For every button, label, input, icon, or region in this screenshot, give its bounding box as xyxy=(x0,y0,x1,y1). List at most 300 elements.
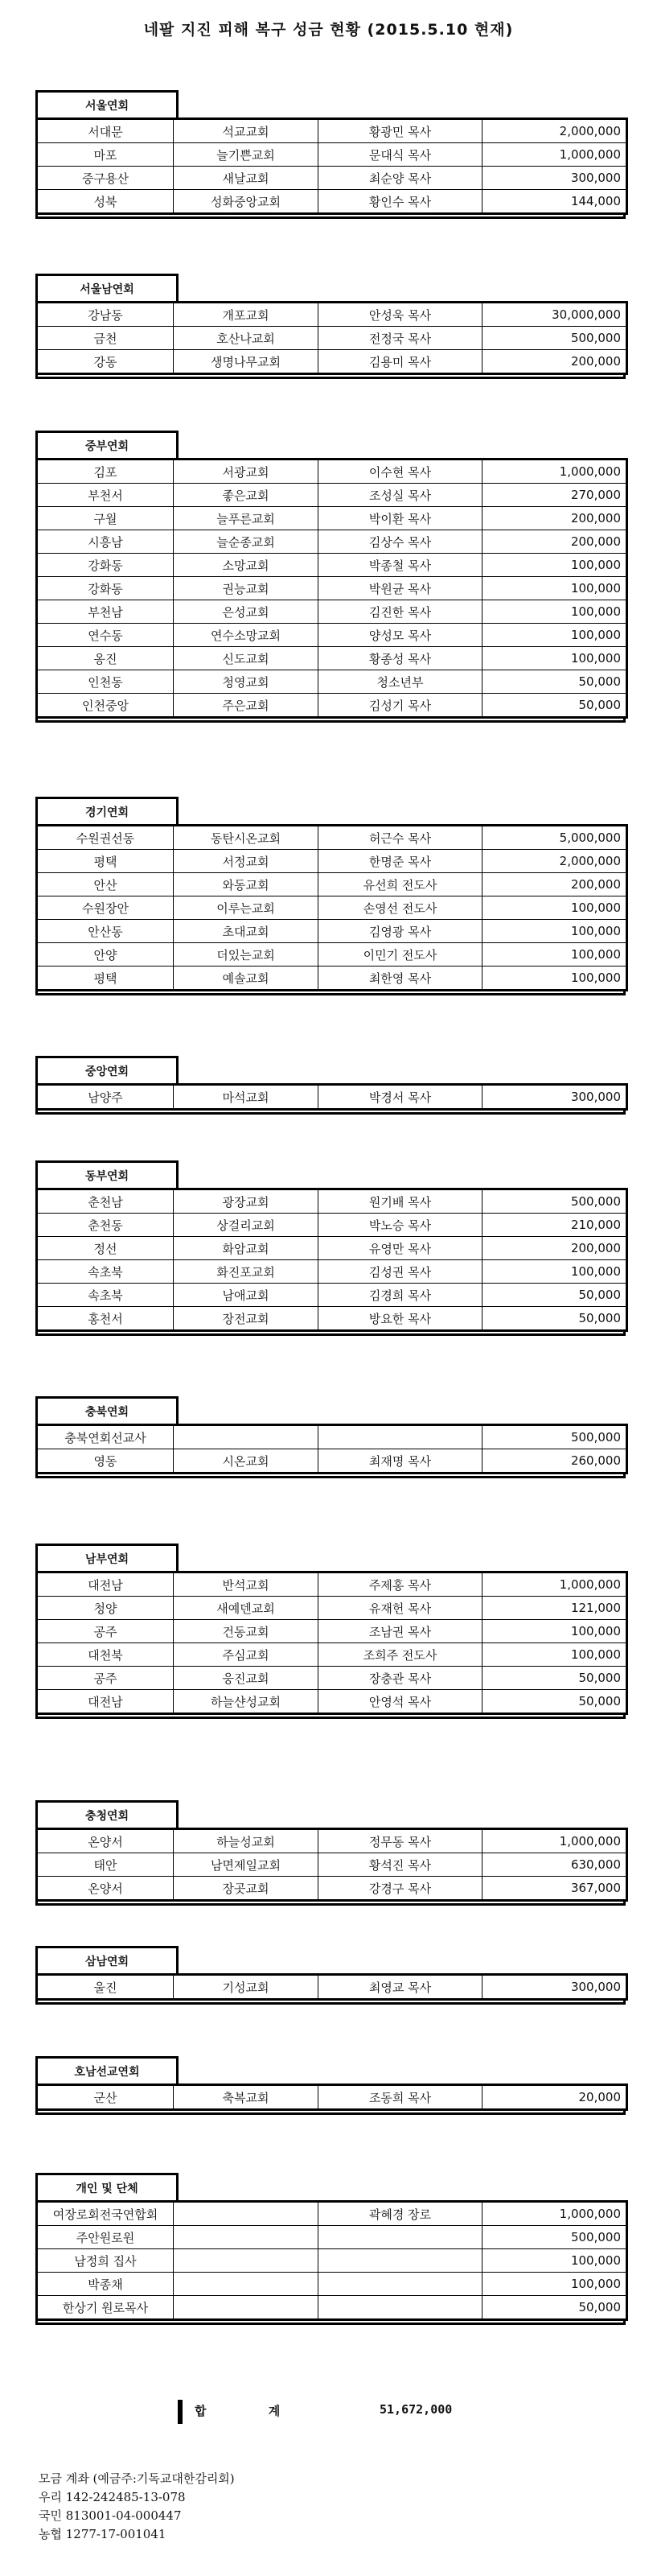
pastor-cell: 김성기 목사 xyxy=(318,694,482,718)
amount-cell: 200,000 xyxy=(482,350,627,374)
table-row xyxy=(37,670,627,694)
church-cell: 소망교회 xyxy=(174,554,318,577)
donation-table xyxy=(35,1973,628,2001)
church-cell xyxy=(174,2273,318,2296)
amount-cell: 200,000 xyxy=(482,1237,627,1260)
church-cell: 이루는교회 xyxy=(174,896,318,920)
table-row xyxy=(37,2226,627,2249)
amount-cell: 500,000 xyxy=(482,2226,627,2249)
pastor-cell: 황석진 목사 xyxy=(318,1853,482,1877)
church-cell: 좋은교회 xyxy=(174,484,318,507)
table-row xyxy=(37,350,627,374)
table-row xyxy=(37,507,627,530)
amount-cell: 100,000 xyxy=(482,624,627,647)
church-cell xyxy=(174,1425,318,1449)
table-row xyxy=(37,1260,627,1284)
amount-cell: 100,000 xyxy=(482,554,627,577)
account-line: 우리 142-242485-13-078 xyxy=(39,2490,186,2504)
district-cell: 남양주 xyxy=(37,1085,174,1110)
section-label: 서울연회 xyxy=(35,90,179,117)
pastor-cell: 곽혜경 장로 xyxy=(318,2202,482,2226)
amount-cell: 50,000 xyxy=(482,1284,627,1307)
section xyxy=(35,274,626,379)
church-cell: 하늘샨성교회 xyxy=(174,1690,318,1714)
section-label: 서울남연회 xyxy=(35,274,179,301)
table-row xyxy=(37,1425,627,1449)
table-row xyxy=(37,1085,627,1110)
table-row xyxy=(37,694,627,718)
table-row xyxy=(37,1307,627,1331)
donation-table xyxy=(35,824,628,991)
district-cell: 강화동 xyxy=(37,554,174,577)
church-cell: 반석교회 xyxy=(174,1572,318,1597)
church-cell xyxy=(174,2296,318,2320)
district-cell: 충북연회선교사 xyxy=(37,1425,174,1449)
church-cell: 화진포교회 xyxy=(174,1260,318,1284)
table-row xyxy=(37,2249,627,2273)
pastor-cell: 이수현 목사 xyxy=(318,460,482,484)
table-row xyxy=(37,624,627,647)
amount-cell: 50,000 xyxy=(482,694,627,718)
amount-cell: 210,000 xyxy=(482,1214,627,1237)
section-label: 호남선교연회 xyxy=(35,2056,179,2083)
district-cell: 안산동 xyxy=(37,920,174,943)
district-cell: 부천서 xyxy=(37,484,174,507)
district-cell: 강남동 xyxy=(37,303,174,327)
district-cell: 춘천남 xyxy=(37,1189,174,1214)
church-cell: 새날교회 xyxy=(174,167,318,190)
donation-table xyxy=(35,1188,628,1332)
account-line: 농협 1277-17-001041 xyxy=(39,2527,166,2541)
pastor-cell xyxy=(318,2226,482,2249)
amount-cell: 367,000 xyxy=(482,1877,627,1901)
amount-cell: 50,000 xyxy=(482,670,627,694)
table-row xyxy=(37,850,627,873)
pastor-cell xyxy=(318,2273,482,2296)
pastor-cell: 조남권 목사 xyxy=(318,1620,482,1643)
section-label: 충북연회 xyxy=(35,1396,179,1424)
table-row xyxy=(37,303,627,327)
church-cell: 서광교회 xyxy=(174,460,318,484)
district-cell: 서대문 xyxy=(37,119,174,143)
section-label: 동부연회 xyxy=(35,1160,179,1188)
church-cell: 늘푸른교회 xyxy=(174,507,318,530)
account-heading: 모금 계좌 (예금주:기독교대한감리회) xyxy=(39,2471,235,2486)
amount-cell: 200,000 xyxy=(482,507,627,530)
account-line: 국민 813001-04-000447 xyxy=(39,2508,182,2523)
district-cell: 대천북 xyxy=(37,1643,174,1667)
section xyxy=(35,2173,626,2325)
pastor-cell: 안영석 목사 xyxy=(318,1690,482,1714)
amount-cell: 100,000 xyxy=(482,1620,627,1643)
table-row xyxy=(37,1284,627,1307)
church-cell: 남애교회 xyxy=(174,1284,318,1307)
amount-cell: 630,000 xyxy=(482,1853,627,1877)
church-cell: 새예덴교회 xyxy=(174,1597,318,1620)
church-cell: 장전교회 xyxy=(174,1307,318,1331)
pastor-cell: 정무동 목사 xyxy=(318,1829,482,1853)
pastor-cell: 유재헌 목사 xyxy=(318,1597,482,1620)
section-bottom-border xyxy=(35,1332,626,1336)
donation-table xyxy=(35,1424,628,1474)
district-cell: 김포 xyxy=(37,460,174,484)
district-cell: 여장로회전국연합회 xyxy=(37,2202,174,2226)
table-row xyxy=(37,327,627,350)
amount-cell: 100,000 xyxy=(482,967,627,991)
church-cell: 동탄시온교회 xyxy=(174,826,318,850)
table-row xyxy=(37,1853,627,1877)
table-row xyxy=(37,2273,627,2296)
district-cell: 청양 xyxy=(37,1597,174,1620)
section-bottom-border xyxy=(35,1902,626,1906)
table-row xyxy=(37,1975,627,2000)
amount-cell: 100,000 xyxy=(482,1643,627,1667)
section xyxy=(35,431,626,723)
church-cell xyxy=(174,2249,318,2273)
amount-cell: 300,000 xyxy=(482,167,627,190)
section-bottom-border xyxy=(35,1111,626,1115)
district-cell: 온양서 xyxy=(37,1829,174,1853)
district-cell: 부천남 xyxy=(37,600,174,624)
district-cell: 군산 xyxy=(37,2085,174,2110)
district-cell: 안산 xyxy=(37,873,174,896)
donation-table xyxy=(35,2200,628,2321)
amount-cell: 1,000,000 xyxy=(482,143,627,167)
table-row xyxy=(37,1597,627,1620)
amount-cell: 144,000 xyxy=(482,190,627,214)
section-bottom-border xyxy=(35,991,626,995)
district-cell: 강화동 xyxy=(37,577,174,600)
section xyxy=(35,90,626,219)
church-cell: 주심교회 xyxy=(174,1643,318,1667)
pastor-cell: 최한영 목사 xyxy=(318,967,482,991)
church-cell: 시온교회 xyxy=(174,1449,318,1473)
church-cell: 주은교회 xyxy=(174,694,318,718)
district-cell: 마포 xyxy=(37,143,174,167)
amount-cell: 500,000 xyxy=(482,1425,627,1449)
district-cell: 성북 xyxy=(37,190,174,214)
amount-cell: 200,000 xyxy=(482,873,627,896)
amount-cell: 1,000,000 xyxy=(482,1829,627,1853)
district-cell: 금천 xyxy=(37,327,174,350)
amount-cell: 100,000 xyxy=(482,577,627,600)
pastor-cell: 황광민 목사 xyxy=(318,119,482,143)
church-cell: 호산나교회 xyxy=(174,327,318,350)
church-cell: 마석교회 xyxy=(174,1085,318,1110)
amount-cell: 100,000 xyxy=(482,896,627,920)
amount-cell: 100,000 xyxy=(482,2273,627,2296)
section xyxy=(35,1056,626,1115)
church-cell: 와동교회 xyxy=(174,873,318,896)
section xyxy=(35,1396,626,1478)
district-cell: 남정희 집사 xyxy=(37,2249,174,2273)
church-cell xyxy=(174,2226,318,2249)
table-row xyxy=(37,920,627,943)
pastor-cell: 이민기 전도사 xyxy=(318,943,482,967)
section xyxy=(35,1946,626,2005)
church-cell: 웅진교회 xyxy=(174,1667,318,1690)
district-cell: 울진 xyxy=(37,1975,174,2000)
table-row xyxy=(37,1189,627,1214)
pastor-cell: 조희주 전도사 xyxy=(318,1643,482,1667)
church-cell xyxy=(174,2202,318,2226)
pastor-cell: 김성권 목사 xyxy=(318,1260,482,1284)
table-row xyxy=(37,143,627,167)
table-row xyxy=(37,190,627,214)
church-cell: 축복교회 xyxy=(174,2085,318,2110)
section-label: 삼남연회 xyxy=(35,1946,179,1973)
pastor-cell: 김진한 목사 xyxy=(318,600,482,624)
section-bottom-border xyxy=(35,2001,626,2005)
church-cell: 화암교회 xyxy=(174,1237,318,1260)
amount-cell: 50,000 xyxy=(482,1690,627,1714)
table-row xyxy=(37,600,627,624)
pastor-cell: 조성실 목사 xyxy=(318,484,482,507)
section xyxy=(35,1800,626,1906)
section-label: 중부연회 xyxy=(35,431,179,458)
church-cell: 하늘성교회 xyxy=(174,1829,318,1853)
section-bottom-border xyxy=(35,375,626,379)
table-row xyxy=(37,167,627,190)
pastor-cell: 최영교 목사 xyxy=(318,1975,482,2000)
district-cell: 대전남 xyxy=(37,1690,174,1714)
donation-table xyxy=(35,1083,628,1111)
amount-cell: 200,000 xyxy=(482,530,627,554)
amount-cell: 2,000,000 xyxy=(482,850,627,873)
amount-cell: 20,000 xyxy=(482,2085,627,2110)
district-cell: 평택 xyxy=(37,967,174,991)
amount-cell: 500,000 xyxy=(482,327,627,350)
district-cell: 구월 xyxy=(37,507,174,530)
section-bottom-border xyxy=(35,719,626,723)
amount-cell: 100,000 xyxy=(482,943,627,967)
amount-cell: 500,000 xyxy=(482,1189,627,1214)
table-row xyxy=(37,967,627,991)
pastor-cell: 허근수 목사 xyxy=(318,826,482,850)
district-cell: 박종채 xyxy=(37,2273,174,2296)
pastor-cell: 강경구 목사 xyxy=(318,1877,482,1901)
district-cell: 안양 xyxy=(37,943,174,967)
district-cell: 영동 xyxy=(37,1449,174,1473)
church-cell: 은성교회 xyxy=(174,600,318,624)
table-row xyxy=(37,943,627,967)
total-amount: 51,672,000 xyxy=(380,2402,453,2417)
pastor-cell: 전정국 목사 xyxy=(318,327,482,350)
amount-cell: 30,000,000 xyxy=(482,303,627,327)
pastor-cell: 황인수 목사 xyxy=(318,190,482,214)
district-cell: 태안 xyxy=(37,1853,174,1877)
amount-cell: 100,000 xyxy=(482,2249,627,2273)
district-cell: 수원장안 xyxy=(37,896,174,920)
pastor-cell: 유선희 전도사 xyxy=(318,873,482,896)
district-cell: 인천중앙 xyxy=(37,694,174,718)
church-cell: 서정교회 xyxy=(174,850,318,873)
pastor-cell: 김경희 목사 xyxy=(318,1284,482,1307)
table-row xyxy=(37,2085,627,2110)
section-bottom-border xyxy=(35,2111,626,2115)
district-cell: 속초북 xyxy=(37,1260,174,1284)
pastor-cell: 문대식 목사 xyxy=(318,143,482,167)
amount-cell: 1,000,000 xyxy=(482,1572,627,1597)
donation-table xyxy=(35,2083,628,2111)
district-cell: 평택 xyxy=(37,850,174,873)
pastor-cell xyxy=(318,2249,482,2273)
church-cell: 생명나무교회 xyxy=(174,350,318,374)
section-bottom-border xyxy=(35,2321,626,2325)
table-row xyxy=(37,2202,627,2226)
donation-table xyxy=(35,1571,628,1715)
church-cell: 늘기쁜교회 xyxy=(174,143,318,167)
church-cell: 신도교회 xyxy=(174,647,318,670)
church-cell: 늘순종교회 xyxy=(174,530,318,554)
amount-cell: 260,000 xyxy=(482,1449,627,1473)
table-row xyxy=(37,2296,627,2320)
section-bottom-border xyxy=(35,1474,626,1478)
church-cell: 더있는교회 xyxy=(174,943,318,967)
amount-cell: 300,000 xyxy=(482,1085,627,1110)
district-cell: 춘천동 xyxy=(37,1214,174,1237)
church-cell: 예솔교회 xyxy=(174,967,318,991)
pastor-cell: 원기배 목사 xyxy=(318,1189,482,1214)
pastor-cell: 김상수 목사 xyxy=(318,530,482,554)
church-cell: 기성교회 xyxy=(174,1975,318,2000)
district-cell: 중구용산 xyxy=(37,167,174,190)
donation-table xyxy=(35,458,628,719)
district-cell: 공주 xyxy=(37,1620,174,1643)
pastor-cell: 손영선 전도사 xyxy=(318,896,482,920)
section-label: 중앙연회 xyxy=(35,1056,179,1083)
pastor-cell: 최재명 목사 xyxy=(318,1449,482,1473)
section-bottom-border xyxy=(35,1715,626,1719)
church-cell: 남면제일교회 xyxy=(174,1853,318,1877)
church-cell: 연수소망교회 xyxy=(174,624,318,647)
table-row xyxy=(37,896,627,920)
church-cell: 성화중앙교회 xyxy=(174,190,318,214)
pastor-cell: 양성모 목사 xyxy=(318,624,482,647)
pastor-cell: 방요한 목사 xyxy=(318,1307,482,1331)
pastor-cell: 박원균 목사 xyxy=(318,577,482,600)
district-cell: 연수동 xyxy=(37,624,174,647)
donation-table xyxy=(35,301,628,375)
pastor-cell: 최순양 목사 xyxy=(318,167,482,190)
donation-table xyxy=(35,1828,628,1902)
district-cell: 속초북 xyxy=(37,1284,174,1307)
table-row xyxy=(37,1643,627,1667)
amount-cell: 1,000,000 xyxy=(482,460,627,484)
section-bottom-border xyxy=(35,215,626,219)
table-row xyxy=(37,119,627,143)
table-row xyxy=(37,1620,627,1643)
table-row xyxy=(37,1572,627,1597)
table-row xyxy=(37,554,627,577)
church-cell: 개포교회 xyxy=(174,303,318,327)
district-cell: 주안원로원 xyxy=(37,2226,174,2249)
table-row xyxy=(37,1449,627,1473)
section xyxy=(35,797,626,995)
table-row xyxy=(37,1829,627,1853)
district-cell: 정선 xyxy=(37,1237,174,1260)
church-cell: 석교교회 xyxy=(174,119,318,143)
amount-cell: 5,000,000 xyxy=(482,826,627,850)
pastor-cell: 유영만 목사 xyxy=(318,1237,482,1260)
pastor-cell: 안성욱 목사 xyxy=(318,303,482,327)
amount-cell: 100,000 xyxy=(482,647,627,670)
district-cell: 인천동 xyxy=(37,670,174,694)
pastor-cell: 청소년부 xyxy=(318,670,482,694)
amount-cell: 100,000 xyxy=(482,920,627,943)
amount-cell: 270,000 xyxy=(482,484,627,507)
section xyxy=(35,2056,626,2115)
amount-cell: 1,000,000 xyxy=(482,2202,627,2226)
pastor-cell: 김영광 목사 xyxy=(318,920,482,943)
amount-cell: 2,000,000 xyxy=(482,119,627,143)
district-cell: 대전남 xyxy=(37,1572,174,1597)
pastor-cell: 박경서 목사 xyxy=(318,1085,482,1110)
amount-cell: 50,000 xyxy=(482,1667,627,1690)
pastor-cell: 주제홍 목사 xyxy=(318,1572,482,1597)
pastor-cell: 황종성 목사 xyxy=(318,647,482,670)
table-row xyxy=(37,873,627,896)
table-row xyxy=(37,1667,627,1690)
amount-cell: 50,000 xyxy=(482,2296,627,2320)
pastor-cell: 박종철 목사 xyxy=(318,554,482,577)
section xyxy=(35,1544,626,1719)
church-cell: 건동교회 xyxy=(174,1620,318,1643)
district-cell: 온양서 xyxy=(37,1877,174,1901)
amount-cell: 121,000 xyxy=(482,1597,627,1620)
total-marker xyxy=(178,2400,183,2424)
pastor-cell: 김용미 목사 xyxy=(318,350,482,374)
section xyxy=(35,1160,626,1336)
district-cell: 홍천서 xyxy=(37,1307,174,1331)
amount-cell: 300,000 xyxy=(482,1975,627,2000)
district-cell: 한상기 원로목사 xyxy=(37,2296,174,2320)
table-row xyxy=(37,647,627,670)
donation-table xyxy=(35,117,628,215)
table-row xyxy=(37,1877,627,1901)
table-row xyxy=(37,460,627,484)
district-cell: 공주 xyxy=(37,1667,174,1690)
church-cell: 권능교회 xyxy=(174,577,318,600)
table-row xyxy=(37,530,627,554)
table-row xyxy=(37,1237,627,1260)
district-cell: 시흥남 xyxy=(37,530,174,554)
page-title: 네팔 지진 피해 복구 성금 현황 (2015.5.10 현재) xyxy=(143,21,514,39)
church-cell: 광장교회 xyxy=(174,1189,318,1214)
amount-cell: 100,000 xyxy=(482,600,627,624)
amount-cell: 50,000 xyxy=(482,1307,627,1331)
pastor-cell: 조동희 목사 xyxy=(318,2085,482,2110)
church-cell: 청영교회 xyxy=(174,670,318,694)
amount-cell: 100,000 xyxy=(482,1260,627,1284)
section-label: 충청연회 xyxy=(35,1800,179,1828)
table-row xyxy=(37,484,627,507)
church-cell: 장곳교회 xyxy=(174,1877,318,1901)
table-row xyxy=(37,826,627,850)
table-row xyxy=(37,577,627,600)
table-row xyxy=(37,1690,627,1714)
pastor-cell xyxy=(318,1425,482,1449)
district-cell: 강동 xyxy=(37,350,174,374)
account-info xyxy=(39,2470,235,2544)
district-cell: 수원권선동 xyxy=(37,826,174,850)
total-label: 합 계 xyxy=(195,2404,310,2418)
pastor-cell xyxy=(318,2296,482,2320)
section-label: 경기연회 xyxy=(35,797,179,824)
pastor-cell: 박이환 목사 xyxy=(318,507,482,530)
church-cell: 초대교회 xyxy=(174,920,318,943)
pastor-cell: 박노승 목사 xyxy=(318,1214,482,1237)
